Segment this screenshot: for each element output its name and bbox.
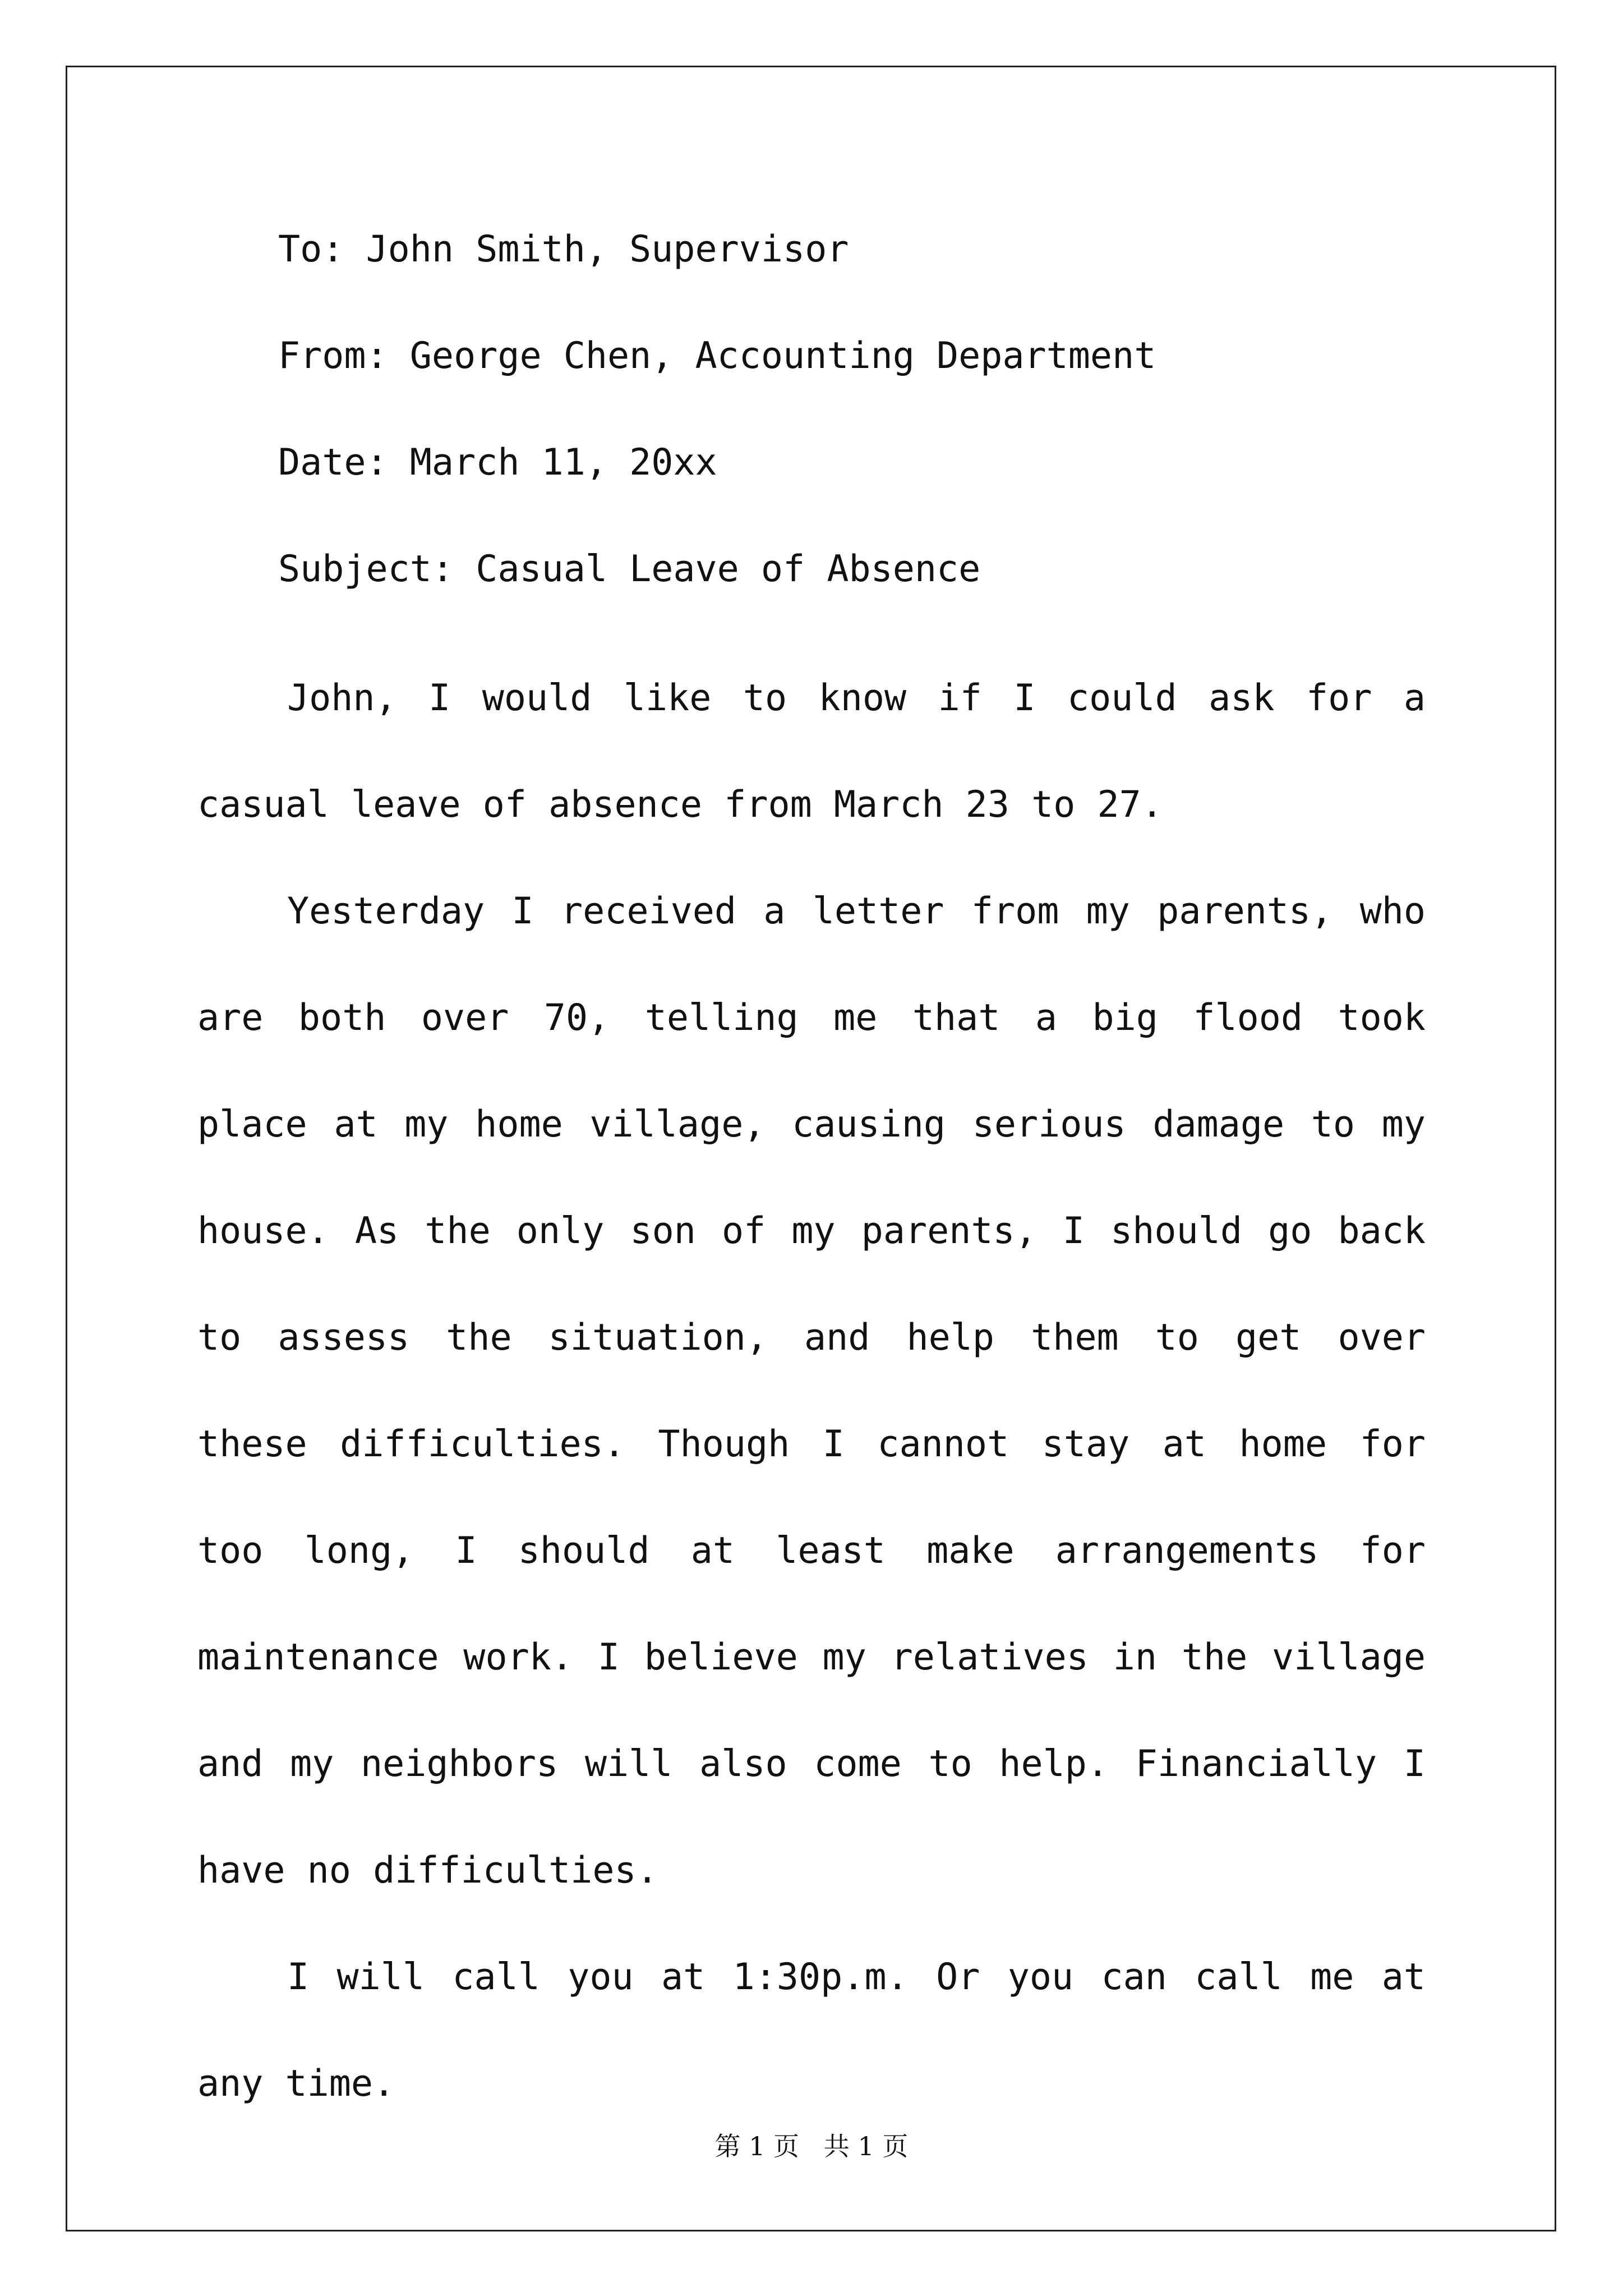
memo-date-line: Date: March 11, 20xx (278, 441, 717, 484)
body-paragraph: Yesterday I received a letter from my parents, who are both over 70, telling me that a big flood took place at my home village, causing serious damage to my house. As the only son of my parents, I should go back to assess the situation, and help them to get over these difficulties. Though I cannot stay at home for too long, I should at least make arrangements for maintenance work. I believe my relatives in the village and my neighbors will also come to help. Financially I have no difficulties. (197, 890, 1426, 1892)
memo-body (197, 219, 1426, 2160)
page-number-footer: 第 1 页 共 1 页 (714, 2131, 909, 2161)
memo-subject-line: Subject: Casual Leave of Absence (278, 548, 981, 590)
memo-to-line: To: John Smith, Supervisor (278, 228, 849, 270)
memo-from-line: From: George Chen, Accounting Department (278, 335, 1156, 377)
body-paragraph: I will call you at 1:30p.m. Or you can call me at any time. (197, 1956, 1426, 2105)
body-paragraph: John, I would like to know if I could ask for a casual leave of absence from March 23 to 27. (197, 677, 1426, 826)
